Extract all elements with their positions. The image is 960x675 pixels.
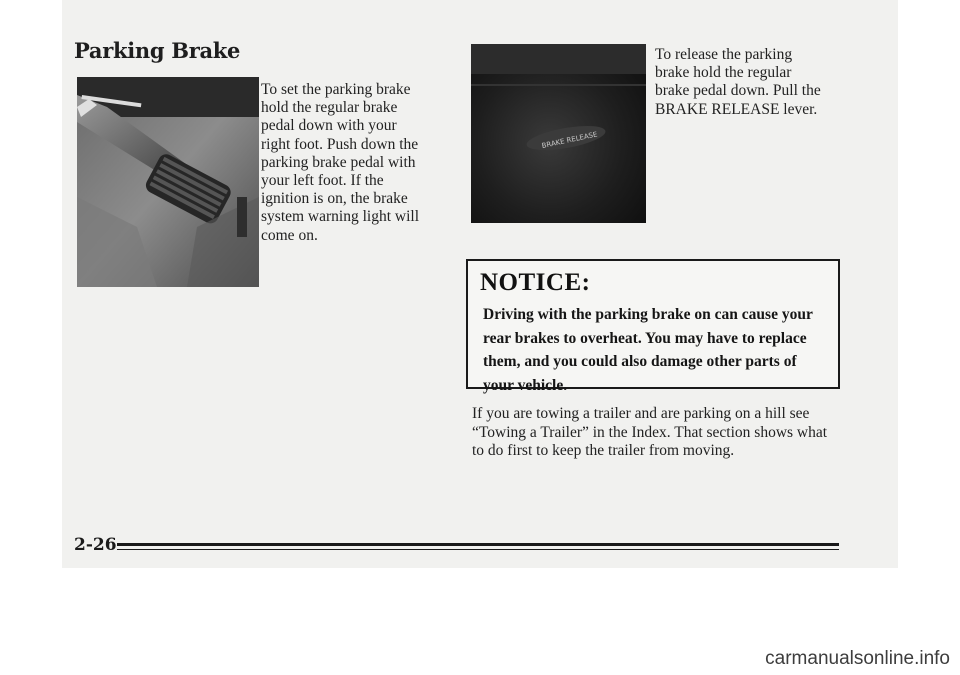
towing-note: If you are towing a trailer and are parking on a hill see “Towing a Trailer” in the Index. That section shows what to do first to keep the trailer from moving. <box>472 405 828 459</box>
notice-box <box>466 259 840 394</box>
footer-rule <box>117 543 839 552</box>
notice-text: Driving with the parking brake on can cause your rear brakes to overheat. You may have to replace them, and you could also damage other parts of your vehicle. <box>483 306 813 394</box>
parking-brake-pedal-photo <box>77 77 259 287</box>
section-title: Parking Brake <box>74 38 241 63</box>
release-instructions: To release the parking brake hold the regular brake pedal down. Pull the BRAKE RELEASE lever. <box>655 46 821 118</box>
watermark: carmanualsonline.info <box>765 648 950 669</box>
brake-release-lever-photo <box>471 44 646 223</box>
brake-release-lever-label: BRAKE RELEASE <box>541 130 599 151</box>
set-instructions: To set the parking brake hold the regular brake pedal down with your right foot. Push down the parking brake pedal with your left foot. If the ignition is on, the brake system warning light will come on. <box>261 81 420 244</box>
page-number: 2-26 <box>74 535 117 555</box>
notice-heading: NOTICE: <box>480 269 591 296</box>
